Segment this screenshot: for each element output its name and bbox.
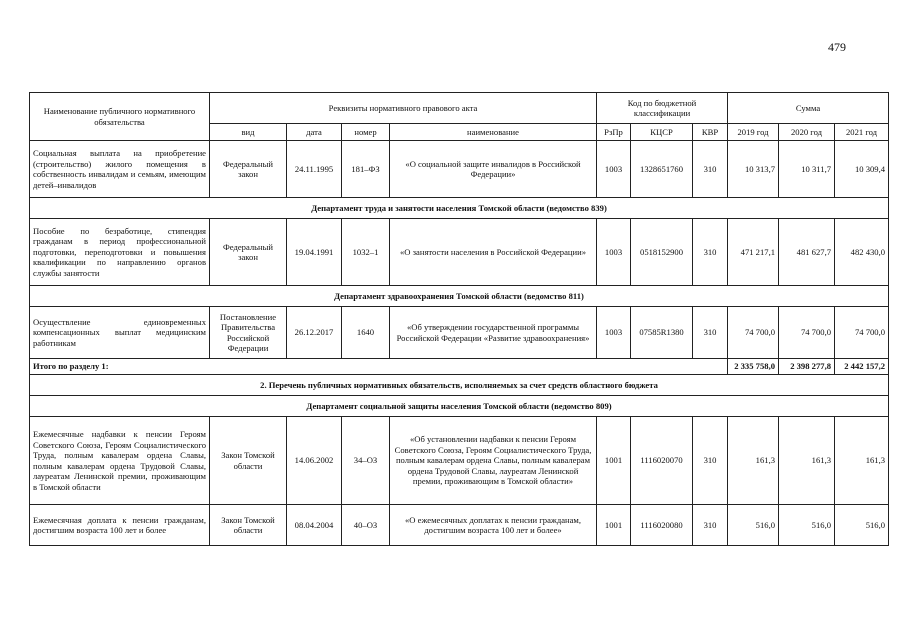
obligation-cell: Ежемесячные надбавки к пенсии Героям Советского Союза, Героям Социалистического Труда, полным кавалерам ордена Славы, полным кавалерам ордена Трудовой Славы, лауреатам Ленинской премии, проживающим в Томской области	[30, 417, 210, 505]
rzpr-cell: 1003	[597, 307, 631, 359]
total-2020-cell: 2 398 277,8	[779, 359, 835, 375]
act-name-cell: «О социальной защите инвалидов в Российской Федерации»	[390, 141, 597, 198]
kvr-cell: 310	[693, 505, 728, 546]
kind-cell: Постановление Правительства Российской Федерации	[210, 307, 287, 359]
date-cell: 14.06.2002	[287, 417, 342, 505]
header-kvr: КВР	[693, 124, 728, 141]
header-date: дата	[287, 124, 342, 141]
sum-2019-cell: 516,0	[728, 505, 779, 546]
sum-2021-cell: 74 700,0	[835, 307, 889, 359]
header-name: наименование	[390, 124, 597, 141]
sum-2019-cell: 10 313,7	[728, 141, 779, 198]
number-cell: 40–ОЗ	[342, 505, 390, 546]
header-rzpr: РзПр	[597, 124, 631, 141]
header-obligation-name: Наименование публичного нормативного обязательства	[30, 93, 210, 141]
section-total-label: Итого по разделу 1:	[30, 359, 728, 375]
department-row	[30, 396, 889, 417]
header-number: номер	[342, 124, 390, 141]
total-2021-cell: 2 442 157,2	[835, 359, 889, 375]
section-2-title: 2. Перечень публичных нормативных обязательств, исполняемых за счет средств областного бюджета	[30, 375, 889, 396]
table-row	[30, 141, 889, 198]
table-row	[30, 219, 889, 286]
header-budget-code: Код по бюджетной классификации	[597, 93, 728, 124]
header-2019: 2019 год	[728, 124, 779, 141]
kind-cell: Закон Томской области	[210, 417, 287, 505]
department-health: Департамент здравоохранения Томской области (ведомство 811)	[30, 286, 889, 307]
act-name-cell: «О занятости населения в Российской Федерации»	[390, 219, 597, 286]
total-2019-cell: 2 335 758,0	[728, 359, 779, 375]
sum-2020-cell: 74 700,0	[779, 307, 835, 359]
act-name-cell: «Об утверждении государственной программы Российской Федерации «Развитие здравоохранения»	[390, 307, 597, 359]
kcsr-cell: 0518152900	[631, 219, 693, 286]
header-2021: 2021 год	[835, 124, 889, 141]
rzpr-cell: 1003	[597, 219, 631, 286]
date-cell: 08.04.2004	[287, 505, 342, 546]
sum-2021-cell: 10 309,4	[835, 141, 889, 198]
department-social: Департамент социальной защиты населения Томской области (ведомство 809)	[30, 396, 889, 417]
sum-2020-cell: 516,0	[779, 505, 835, 546]
kvr-cell: 310	[693, 219, 728, 286]
kvr-cell: 310	[693, 307, 728, 359]
obligations-table	[29, 92, 889, 546]
header-2020: 2020 год	[779, 124, 835, 141]
department-row	[30, 198, 889, 219]
rzpr-cell: 1001	[597, 505, 631, 546]
act-name-cell: «О ежемесячных доплатах к пенсии гражданам, достигшим возраста 100 лет и более»	[390, 505, 597, 546]
table-row	[30, 417, 889, 505]
header-kcsr: КЦСР	[631, 124, 693, 141]
table-header-row	[30, 93, 889, 124]
date-cell: 24.11.1995	[287, 141, 342, 198]
number-cell: 1640	[342, 307, 390, 359]
act-name-cell: «Об установлении надбавки к пенсии Героям Советского Союза, Героям Социалистического Труда, полным кавалерам ордена Славы, полным кавалерам ордена Трудовой Славы, лауреатам Ленинской премии, проживающим в Томской области»	[390, 417, 597, 505]
sum-2019-cell: 471 217,1	[728, 219, 779, 286]
sum-2020-cell: 481 627,7	[779, 219, 835, 286]
obligation-cell: Пособие по безработице, стипендия гражданам в период профессиональной подготовки, переподготовки и повышения квалификации по направлению органов службы занятости	[30, 219, 210, 286]
kind-cell: Федеральный закон	[210, 141, 287, 198]
section-total-row	[30, 359, 889, 375]
obligation-cell: Социальная выплата на приобретение (строительство) жилого помещения в собственность инвалидам и семьям, имеющим детей–инвалидов	[30, 141, 210, 198]
header-kind: вид	[210, 124, 287, 141]
obligation-cell: Осуществление единовременных компенсационных выплат медицинским работникам	[30, 307, 210, 359]
number-cell: 181–ФЗ	[342, 141, 390, 198]
kind-cell: Закон Томской области	[210, 505, 287, 546]
kcsr-cell: 1328651760	[631, 141, 693, 198]
kvr-cell: 310	[693, 417, 728, 505]
rzpr-cell: 1003	[597, 141, 631, 198]
date-cell: 19.04.1991	[287, 219, 342, 286]
sum-2020-cell: 161,3	[779, 417, 835, 505]
date-cell: 26.12.2017	[287, 307, 342, 359]
rzpr-cell: 1001	[597, 417, 631, 505]
number-cell: 34–ОЗ	[342, 417, 390, 505]
kcsr-cell: 1116020080	[631, 505, 693, 546]
number-cell: 1032–1	[342, 219, 390, 286]
header-act-requisites: Реквизиты нормативного правового акта	[210, 93, 597, 124]
page-number: 479	[828, 40, 846, 54]
department-row	[30, 286, 889, 307]
sum-2019-cell: 161,3	[728, 417, 779, 505]
sum-2021-cell: 482 430,0	[835, 219, 889, 286]
section-title-row	[30, 375, 889, 396]
table-row	[30, 307, 889, 359]
header-sum: Сумма	[728, 93, 889, 124]
sum-2021-cell: 161,3	[835, 417, 889, 505]
table-row	[30, 505, 889, 546]
kcsr-cell: 07585R1380	[631, 307, 693, 359]
department-labor: Департамент труда и занятости населения Томской области (ведомство 839)	[30, 198, 889, 219]
sum-2020-cell: 10 311,7	[779, 141, 835, 198]
sum-2021-cell: 516,0	[835, 505, 889, 546]
sum-2019-cell: 74 700,0	[728, 307, 779, 359]
kvr-cell: 310	[693, 141, 728, 198]
kcsr-cell: 1116020070	[631, 417, 693, 505]
kind-cell: Федеральный закон	[210, 219, 287, 286]
obligation-cell: Ежемесячная доплата к пенсии гражданам, достигшим возраста 100 лет и более	[30, 505, 210, 546]
